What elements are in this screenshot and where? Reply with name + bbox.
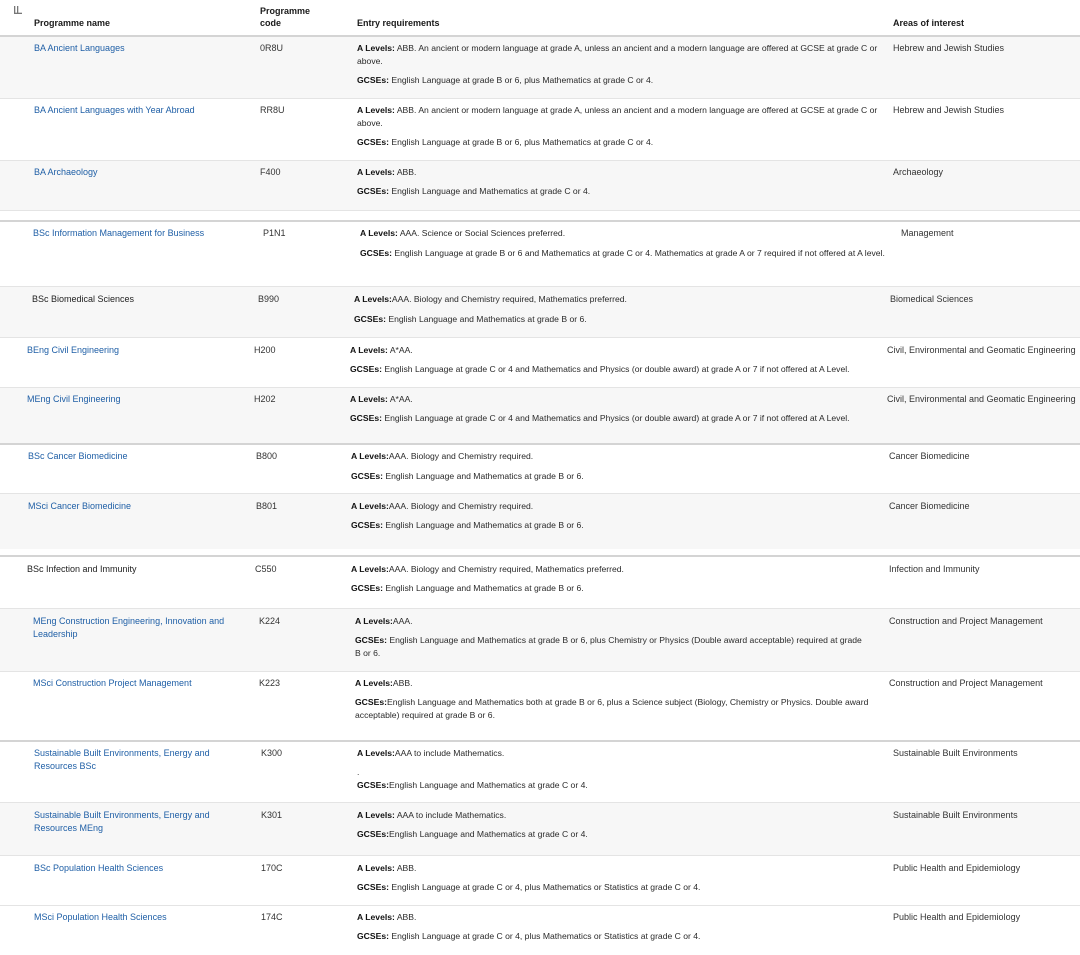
- programme-code: 174C: [261, 912, 283, 922]
- a-levels-requirement: A Levels:AAA. Biology and Chemistry required, Mathematics preferred.: [351, 564, 624, 574]
- a-levels-requirement: A Levels: ABB. An ancient or modern language at grade A, unless an ancient and a modern language are offered at GCSE at grade C or above.: [357, 43, 878, 66]
- programme-link[interactable]: BA Ancient Languages: [34, 43, 125, 53]
- gcses-requirement: GCSEs: English Language at grade B or 6 and Mathematics at grade C or 4. Mathematics at grade A or 7 required if not offered at A level.: [360, 248, 885, 258]
- programme-link[interactable]: BA Ancient Languages with Year Abroad: [34, 105, 195, 115]
- area-of-interest: Hebrew and Jewish Studies: [893, 105, 1005, 115]
- area-of-interest: Infection and Immunity: [889, 564, 980, 574]
- programme-link[interactable]: BSc Population Health Sciences: [34, 863, 164, 873]
- programme-name: BSc Biomedical Sciences: [32, 294, 135, 304]
- programme-link[interactable]: BA Archaeology: [34, 167, 98, 177]
- row-divider: [0, 387, 1080, 388]
- gcses-requirement: GCSEs: English Language at grade C or 4, plus Mathematics or Statistics at grade C or 4.: [357, 931, 701, 941]
- area-of-interest: Civil, Environmental and Geomatic Engineering: [887, 345, 1076, 355]
- row-divider: [0, 855, 1080, 856]
- programme-code: H200: [254, 345, 276, 355]
- area-of-interest: Construction and Project Management: [889, 678, 1043, 688]
- programme-link[interactable]: Sustainable Built Environments, Energy and Resources BSc: [34, 748, 210, 771]
- row-divider: [0, 286, 1080, 287]
- a-levels-requirement: A Levels:AAA. Biology and Chemistry required, Mathematics preferred.: [354, 294, 627, 304]
- area-of-interest: Sustainable Built Environments: [893, 810, 1018, 820]
- programme-link[interactable]: MSci Population Health Sciences: [34, 912, 167, 922]
- a-levels-requirement: A Levels: AAA to include Mathematics.: [357, 810, 507, 820]
- section-divider: [0, 220, 1080, 222]
- gcses-requirement: GCSEs: English Language at grade C or 4, plus Mathematics or Statistics at grade C or 4.: [357, 882, 701, 892]
- area-of-interest: Public Health and Epidemiology: [893, 863, 1021, 873]
- programme-code: 170C: [261, 863, 283, 873]
- dot-marker: .: [357, 767, 360, 777]
- programme-code: RR8U: [260, 105, 285, 115]
- row-divider: [0, 337, 1080, 338]
- a-levels-requirement: A Levels:AAA to include Mathematics.: [357, 748, 505, 758]
- programme-name: BSc Infection and Immunity: [27, 564, 137, 574]
- programme-link[interactable]: BSc Cancer Biomedicine: [28, 451, 128, 461]
- row-divider: [0, 160, 1080, 161]
- a-levels-requirement: A Levels: A*AA.: [350, 394, 413, 404]
- area-of-interest: Cancer Biomedicine: [889, 451, 970, 461]
- header-areas-of-interest[interactable]: Areas of interest: [893, 18, 965, 28]
- row-divider: [0, 802, 1080, 803]
- programme-code: 0R8U: [260, 43, 284, 53]
- area-of-interest: Hebrew and Jewish Studies: [893, 43, 1005, 53]
- programme-link[interactable]: MSci Cancer Biomedicine: [28, 501, 132, 511]
- gcses-requirement: GCSEs: English Language and Mathematics at grade B or 6.: [351, 583, 584, 593]
- gcses-requirement: GCSEs: English Language and Mathematics at grade B or 6.: [351, 520, 584, 530]
- area-of-interest: Management: [901, 228, 954, 238]
- programme-link[interactable]: MEng Construction Engineering, Innovation and Leadership: [33, 616, 225, 639]
- a-levels-requirement: A Levels:AAA.: [355, 616, 413, 626]
- area-of-interest: Archaeology: [893, 167, 944, 177]
- programme-link[interactable]: Sustainable Built Environments, Energy and Resources MEng: [34, 810, 210, 833]
- section-divider: [0, 555, 1080, 557]
- gcses-requirement: GCSEs: English Language and Mathematics at grade B or 6.: [354, 314, 587, 324]
- gcses-requirement: GCSEs: English Language at grade C or 4 and Mathematics and Physics (or double award) at grade A or 7 if not offered at A Level.: [350, 364, 850, 374]
- a-levels-requirement: A Levels: A*AA.: [350, 345, 413, 355]
- section-divider: [0, 443, 1080, 445]
- a-levels-requirement: A Levels: ABB. An ancient or modern language at grade A, unless an ancient and a modern language are offered at GCSE at grade C or above.: [357, 105, 878, 128]
- gcses-requirement: GCSEs:English Language and Mathematics at grade C or 4.: [357, 829, 588, 839]
- programme-code: B800: [256, 451, 278, 461]
- programme-code: B990: [258, 294, 280, 304]
- programme-code: K301: [261, 810, 283, 820]
- row-divider: [0, 493, 1080, 494]
- gcses-requirement: GCSEs: English Language at grade B or 6, plus Mathematics at grade C or 4.: [357, 75, 654, 85]
- row-divider: [0, 210, 1080, 211]
- programme-link[interactable]: BEng Civil Engineering: [27, 345, 120, 355]
- header-programme-code-line1[interactable]: Programme: [260, 6, 311, 16]
- area-of-interest: Construction and Project Management: [889, 616, 1043, 626]
- programme-link[interactable]: BSc Information Management for Business: [33, 228, 205, 238]
- a-levels-requirement: A Levels:AAA. Biology and Chemistry required.: [351, 501, 534, 511]
- area-of-interest: Civil, Environmental and Geomatic Engineering: [887, 394, 1076, 404]
- row-divider: [0, 608, 1080, 609]
- area-of-interest: Sustainable Built Environments: [893, 748, 1018, 758]
- header-programme-name[interactable]: Programme name: [34, 18, 111, 28]
- programme-code: B801: [256, 501, 278, 511]
- header-entry-requirements[interactable]: Entry requirements: [357, 18, 440, 28]
- gcses-requirement: GCSEs: English Language and Mathematics at grade B or 6.: [351, 471, 584, 481]
- a-levels-requirement: A Levels: ABB.: [357, 167, 417, 177]
- programme-code: F400: [260, 167, 281, 177]
- gcses-requirement: GCSEs:English Language and Mathematics both at grade B or 6, plus a Science subject (Biology, Chemistry or Physics. Double award acceptable) required at grade B or 6.: [355, 697, 869, 720]
- sort-icon[interactable]: [14, 6, 24, 14]
- gcses-requirement: GCSEs: English Language and Mathematics at grade B or 6, plus Chemistry or Physics (Double award acceptable) required at grade B or 6.: [355, 635, 862, 658]
- gcses-requirement: GCSEs: English Language and Mathematics at grade C or 4.: [357, 186, 591, 196]
- a-levels-requirement: A Levels:AAA. Biology and Chemistry required.: [351, 451, 534, 461]
- a-levels-requirement: A Levels: AAA. Science or Social Sciences preferred.: [360, 228, 566, 238]
- area-of-interest: Biomedical Sciences: [890, 294, 974, 304]
- a-levels-requirement: A Levels: ABB.: [357, 863, 417, 873]
- area-of-interest: Public Health and Epidemiology: [893, 912, 1021, 922]
- programme-code: C550: [255, 564, 277, 574]
- section-divider: [0, 740, 1080, 742]
- row-divider: [0, 671, 1080, 672]
- row-divider: [0, 35, 1080, 37]
- gcses-requirement: GCSEs: English Language at grade B or 6, plus Mathematics at grade C or 4.: [357, 137, 654, 147]
- row-divider: [0, 98, 1080, 99]
- area-of-interest: Cancer Biomedicine: [889, 501, 970, 511]
- programme-code: K224: [259, 616, 281, 626]
- programme-link[interactable]: MSci Construction Project Management: [33, 678, 192, 688]
- gcses-requirement: GCSEs: English Language at grade C or 4 and Mathematics and Physics (or double award) at grade A or 7 if not offered at A Level.: [350, 413, 850, 423]
- programme-code: H202: [254, 394, 276, 404]
- a-levels-requirement: A Levels:ABB.: [355, 678, 413, 688]
- programme-code: K300: [261, 748, 283, 758]
- programme-link[interactable]: MEng Civil Engineering: [27, 394, 121, 404]
- gcses-requirement: GCSEs:English Language and Mathematics at grade C or 4.: [357, 780, 588, 790]
- programme-code: K223: [259, 678, 281, 688]
- header-programme-code-line2[interactable]: code: [260, 18, 282, 28]
- a-levels-requirement: A Levels: ABB.: [357, 912, 417, 922]
- row-divider: [0, 905, 1080, 906]
- programme-code: P1N1: [263, 228, 286, 238]
